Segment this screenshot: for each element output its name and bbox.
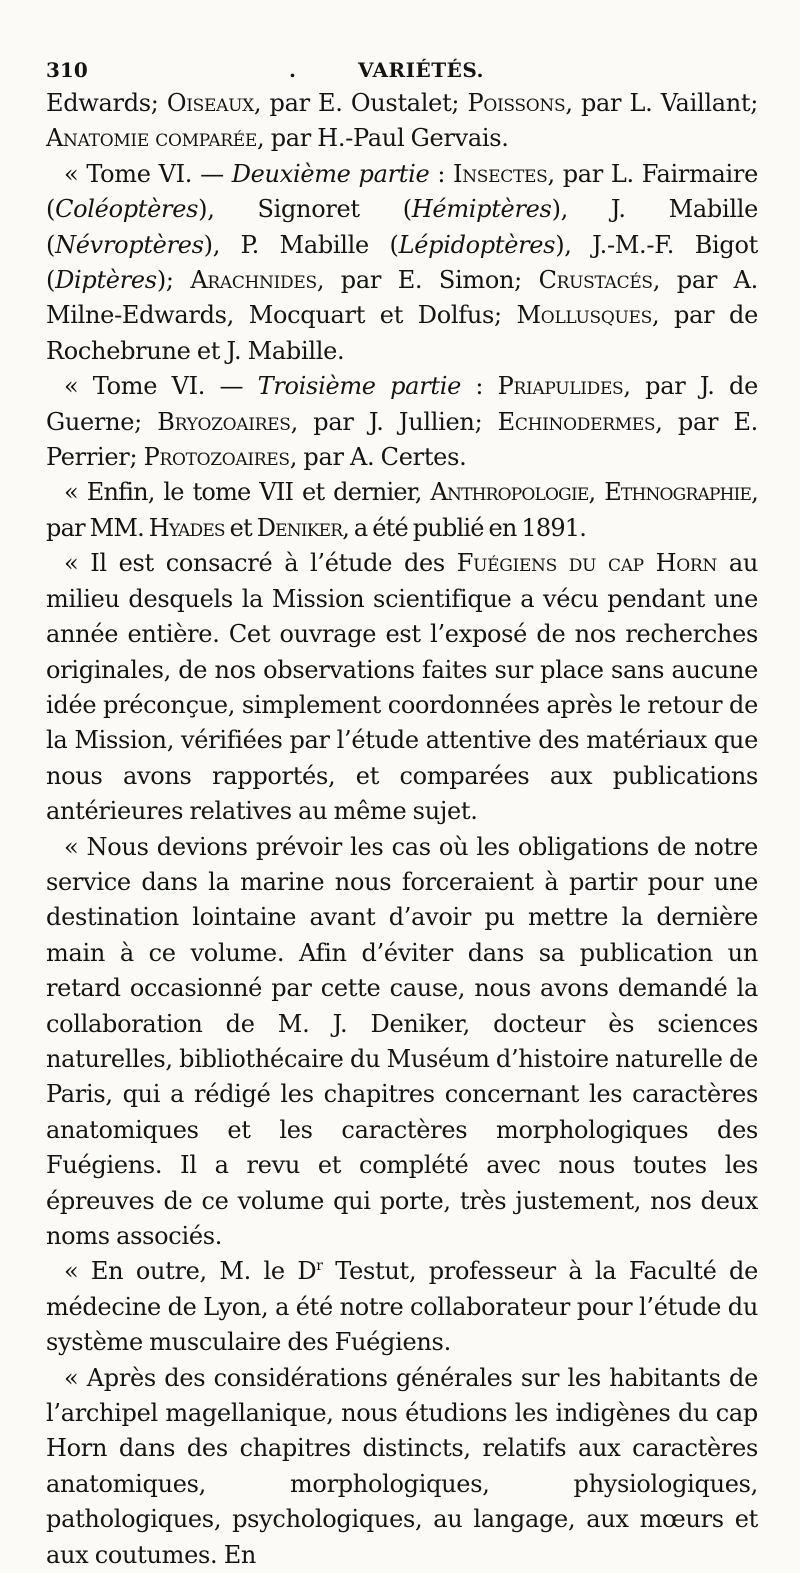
running-title: VARIÉTÉS. [358,58,485,82]
page-number: 310 [46,58,88,82]
paragraph-8: « Après des considérations générales sur les habitants de l’archipel magellanique, nous étudions les indigènes du cap Horn dans des chapitres distincts, relatifs aux caractères anatomiques, morphologiques, physiologiques, pathologiques, psychologiques, au langage, aux mœurs et aux coutumes. En [46,1363,758,1569]
paragraph-7: « En outre, M. le $D^r$ Testut, professeur à la Faculté de médecine de Lyon, a été notre collaborateur pour l’étude du système musculaire des Fuégiens. [46,1257,758,1357]
paragraph-2: « Tome VI. — Deuxième partie : Insectes, par L. Fairmaire (Coléoptères), Signoret (Hémiptères), J. Mabille (Névroptères), P. Mabille (Lépidoptères), J.-M.-F. Bigot (Diptères); Arachnides, par E. Simon; Crustacés, par A. Milne-Edwards, Mocquart et Dolfus; Mollusques, par de Rochebrune et J. Mabille. [46,159,759,365]
page-header [46,52,758,86]
book-page [46,52,758,1573]
paragraph-4: « Enfin, le tome VII et dernier, Anthropologie, Ethnographie, par MM. Hyades et Deniker, a été publié en 1891. [46,478,758,542]
paragraph-3: « Tome VI. — Troisième partie : Priapulides, par J. de Guerne; Bryozoaires, par J. Jullien; Echinodermes, par E. Perrier; Protozoaires, par A. Certes. [46,372,758,472]
paragraph-6: « Nous devions prévoir les cas où les obligations de notre service dans la marine nous forceraient à partir pour une destination lointaine avant d’avoir pu mettre la dernière main à ce volume. Afin d’éviter dans sa publication un retard occasionné par cette cause, nous avons demandé la collaboration de M. J. Deniker, docteur ès sciences naturelles, bibliothécaire du Muséum d’histoire naturelle de Paris, qui a rédigé les chapitres concernant les caractères anatomiques et les caractères morphologiques des Fuégiens. Il a revu et complété avec nous toutes les épreuves de ce volume qui porte, très justement, nos deux noms associés. [46,832,758,1250]
paragraph-1: Edwards; Oiseaux, par E. Oustalet; Poissons, par L. Vaillant; Anatomie comparée, par H.-Paul Gervais. [46,89,758,153]
paragraph-5: « Il est consacré à l’étude des Fuégiens du cap Horn au milieu desquels la Mission scientifique a vécu pendant une année entière. Cet ouvrage est l’exposé de nos recherches originales, de nos observations faites sur place sans aucune idée préconçue, simplement coordonnées après le retour de la Mission, vérifiées par l’étude attentive des matériaux que nous avons rapportés, et comparées aux publications antérieures relatives au même sujet. [46,549,758,826]
header-dot: . [289,58,296,82]
body-text [46,86,758,1573]
